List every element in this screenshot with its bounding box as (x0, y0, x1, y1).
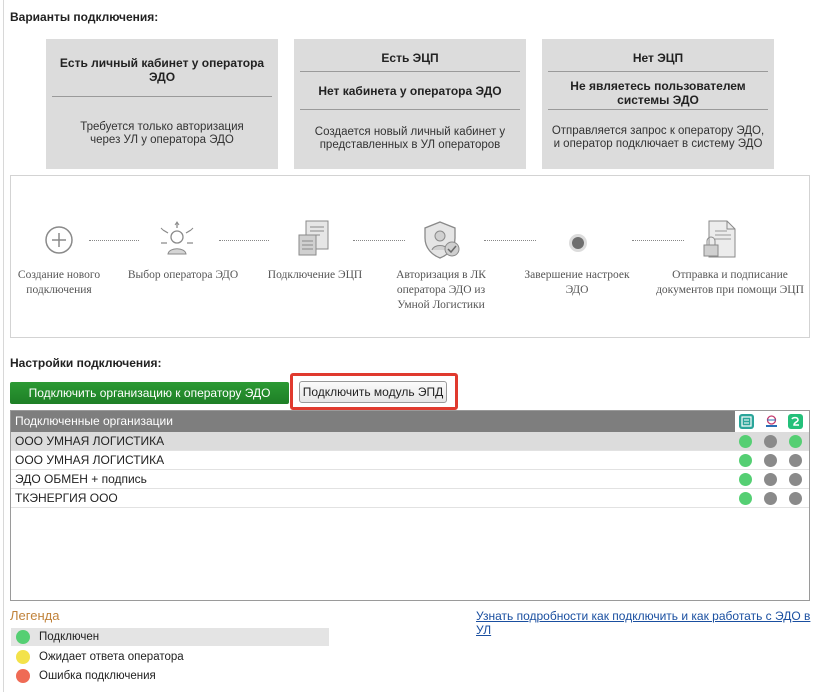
plus-circle-icon (44, 225, 74, 258)
legend-item-connected (11, 628, 329, 646)
status-dot (739, 454, 752, 467)
connect-epd-button[interactable]: Подключить модуль ЭПД (299, 381, 447, 403)
legend-label: Ошибка подключения (39, 670, 156, 682)
status-dot (764, 454, 777, 467)
step-connector (89, 240, 139, 241)
left-border (3, 0, 4, 692)
legend-item-pending (11, 648, 329, 666)
settings-title: Настройки подключения: (10, 356, 162, 370)
status-dot (739, 435, 752, 448)
status-dot (789, 473, 802, 486)
status-dot (739, 473, 752, 486)
step-label-3: Подключение ЭЦП (267, 269, 363, 281)
edo-operator-2-icon[interactable] (764, 414, 779, 429)
variant-card-3-desc: Отправляется запрос к оператору ЭДО, и оператор подключает в систему ЭДО (551, 125, 765, 150)
organizations-table (10, 410, 810, 601)
variant-card-3-title-1: Нет ЭЦП (632, 51, 684, 65)
step-connector (219, 240, 269, 241)
step-connector (484, 240, 536, 241)
red-dot-icon (16, 669, 30, 683)
step-connector (632, 240, 684, 241)
step-label-2: Выбор оператора ЭДО (127, 269, 239, 281)
radio-dot-icon (567, 232, 589, 257)
step-label-4: Авторизация в ЛК оператора ЭДО из Умной Логистики (396, 269, 486, 311)
table-header: Подключенные организации (11, 411, 735, 432)
legend-item-error (11, 667, 329, 685)
status-dot (764, 435, 777, 448)
variant-card-2-desc: Создается новый личный кабинет у представленных в УЛ операторов (314, 126, 506, 151)
step-label-5: Завершение настроек ЭДО (524, 269, 630, 296)
variant-card-1 (46, 39, 278, 169)
status-dot (764, 473, 777, 486)
variants-title: Варианты подключения: (10, 10, 159, 24)
shield-user-icon (421, 220, 463, 263)
variant-card-3-title-2: Не являетесь пользователем системы ЭДО (570, 79, 746, 107)
org-name: ООО УМНАЯ ЛОГИСТИКА (15, 453, 165, 467)
variant-card-2 (294, 39, 526, 169)
green-dot-icon (16, 630, 30, 644)
org-name: ЭДО ОБМЕН + подпись (15, 472, 147, 486)
step-label-1: Создание нового подключения (17, 269, 101, 296)
signature-document-icon (296, 219, 334, 262)
status-dot (739, 492, 752, 505)
edo-operator-3-icon[interactable] (788, 414, 803, 429)
legend-label: Ожидает ответа оператора (39, 651, 184, 663)
variant-card-1-desc: Требуется только авторизация через УЛ у оператора ЭДО (80, 121, 244, 146)
table-row[interactable] (11, 470, 809, 489)
variant-card-3 (542, 39, 774, 169)
variant-card-1-title: Есть личный кабинет у оператора ЭДО (59, 56, 265, 84)
table-row[interactable] (11, 489, 809, 508)
status-dot (789, 435, 802, 448)
table-row[interactable] (11, 451, 809, 470)
variant-card-2-title-2: Нет кабинета у оператора ЭДО (318, 84, 502, 98)
org-name: ООО УМНАЯ ЛОГИСТИКА (15, 434, 165, 448)
connection-steps-panel (10, 175, 810, 338)
status-dot (789, 454, 802, 467)
status-dot (764, 492, 777, 505)
locked-document-icon (701, 219, 739, 262)
yellow-dot-icon (16, 650, 30, 664)
variant-card-2-title-1: Есть ЭЦП (381, 51, 439, 65)
table-row[interactable] (11, 432, 809, 451)
legend-title: Легенда (10, 608, 60, 623)
help-link[interactable]: Узнать подробности как подключить и как работать с ЭДО в УЛ (476, 609, 811, 637)
status-dot (789, 492, 802, 505)
step-label-6: Отправка и подписание документов при помощи ЭЦП (656, 269, 804, 296)
edo-operator-1-icon[interactable] (739, 414, 754, 429)
connect-org-button[interactable]: Подключить организацию к оператору ЭДО (10, 382, 289, 404)
operator-network-icon (158, 221, 196, 260)
step-connector (353, 240, 405, 241)
org-name: ТКЭНЕРГИЯ ООО (15, 491, 118, 505)
legend-label: Подключен (39, 631, 100, 643)
